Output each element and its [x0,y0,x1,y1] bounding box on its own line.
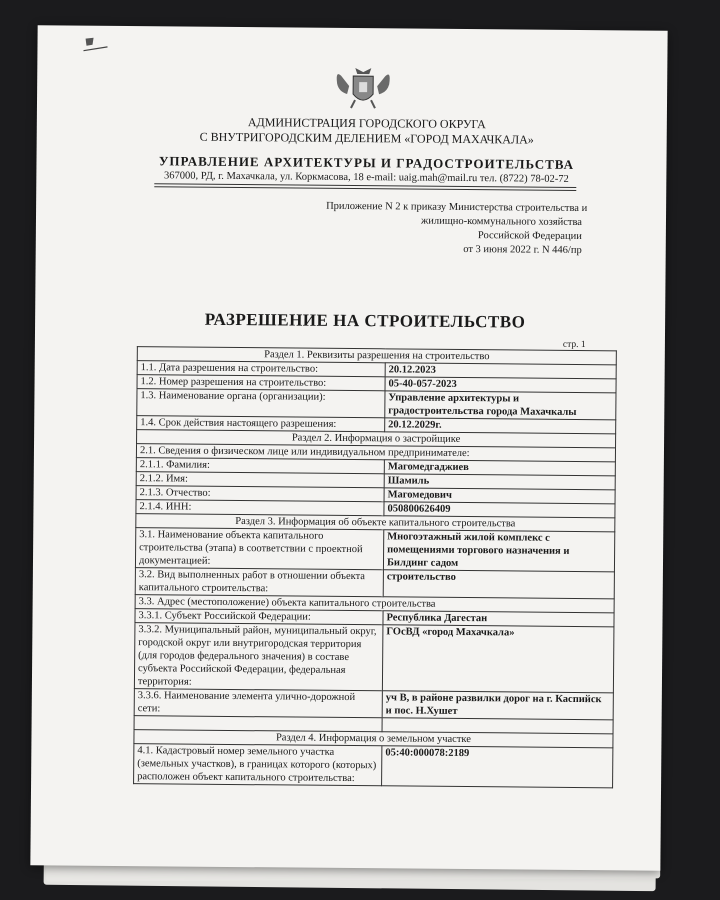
section-3-header: Раздел 3. Информация об объекте капитального строительства [136,514,615,532]
field-value: ГОсВД «город Махачкала» [382,625,614,693]
table-row [135,568,614,599]
section-4-header: Раздел 4. Информация о земельном участке [134,730,613,748]
department-contacts: 367000, РД, г. Махачкала, ул. Коркмасова, 18 e-mail: uaig.mah@mail.ru тел. (8722) 78-02-72 [163,170,569,185]
field-value: 05-40-057-2023 [385,377,616,393]
field-value: 05:40:000078:2189 [382,746,613,788]
field-value: Магомедович [384,488,615,504]
field-value: уч В, в районе развилки дорог на г. Каспийск и пос. Н.Хушет [382,691,613,720]
department-name: УПРАВЛЕНИЕ АРХИТЕКТУРЫ И ГРАДОСТРОИТЕЛЬСТВА [158,153,575,172]
header-line-2: С ВНУТРИГОРОДСКИМ ДЕЛЕНИЕМ «ГОРОД МАХАЧКАЛА» [199,129,534,147]
field-label: 3.3.1. Субъект Российской Федерации: [135,609,383,625]
field-value: Республика Дагестан [383,611,614,627]
appendix-line: Российской Федерации [477,230,582,243]
appendix-line: от 3 июня 2022 г. N 446/пр [463,243,582,257]
table-row [134,744,613,788]
field-label: 2.1.3. Отчество: [136,486,384,502]
document-title: РАЗРЕШЕНИЕ НА СТРОИТЕЛЬСТВО [204,309,526,332]
field-value: Шамиль [384,474,615,490]
field-value: 20.12.2029г. [385,418,616,434]
section-1-header: Раздел 1. Реквизиты разрешения на строительство [137,347,616,365]
appendix-line: Приложение N 2 к приказу Министерства строительства и [326,200,588,215]
field-label: 1.2. Номер разрешения на строительство: [137,375,385,391]
field-label: 3.1. Наименование объекта капитального строительства (этапа) в соответствии с проектной документацией: [135,528,383,570]
field-value: Многоэтажный жилой комплекс с помещениями торгового назначения и Билдинг садом [383,530,614,572]
table-row [137,389,616,420]
coat-of-arms-icon [333,66,393,111]
field-label: 2.1.4. ИНН: [136,500,384,516]
field-value: строительство [383,570,614,599]
handwritten-mark-icon [83,36,109,52]
document-page [30,25,667,870]
field-value: Магомедгаджиев [384,460,615,476]
permit-table [133,346,617,788]
field-value: 050800626409 [384,502,615,518]
field-label: 3.2. Вид выполненных работ в отношении объекта капитального строительства: [135,568,383,597]
field-label: 1.4. Срок действия настоящего разрешения: [137,416,385,432]
appendix-note [326,200,588,258]
section-2-header: Раздел 2. Информация о застройщике [137,430,616,448]
field-label: 1.1. Дата разрешения на строительство: [137,361,385,377]
field-label: 3.3.2. Муниципальный район, муниципальный округ, городской округ или внутригородская территория (для городов федерального значения) в составе субъекта Российской Федерации, федеральная территория: [134,623,383,691]
header-line-1: АДМИНИСТРАЦИЯ ГОРОДСКОГО ОКРУГА [247,115,486,132]
table-row [134,623,614,693]
appendix-line: жилищно-коммунального хозяйства [420,215,583,229]
field-label: 1.3. Наименование органа (организации): [137,389,385,418]
field-value: 20.12.2023 [385,363,616,379]
field-label: 3.3. Адрес (местоположение) объекта капитального строительства [135,595,614,613]
table-row [134,689,613,720]
field-label: 3.3.6. Наименование элемента улично-дорожной сети: [134,689,382,718]
field-label: 4.1. Кадастровый номер земельного участка (земельных участков), в границах которого (которых) расположен объект капитального строительства: [134,744,382,786]
field-value: Управление архитектуры и градостроительства города Махачкалы [385,391,616,420]
field-label: 2.1. Сведения о физическом лице или индивидуальном предпринимателе: [136,444,615,462]
field-label: 2.1.1. Фамилия: [136,458,384,474]
field-label: 2.1.2. Имя: [136,472,384,488]
page-number: стр. 1 [562,339,586,351]
table-row [135,528,614,572]
